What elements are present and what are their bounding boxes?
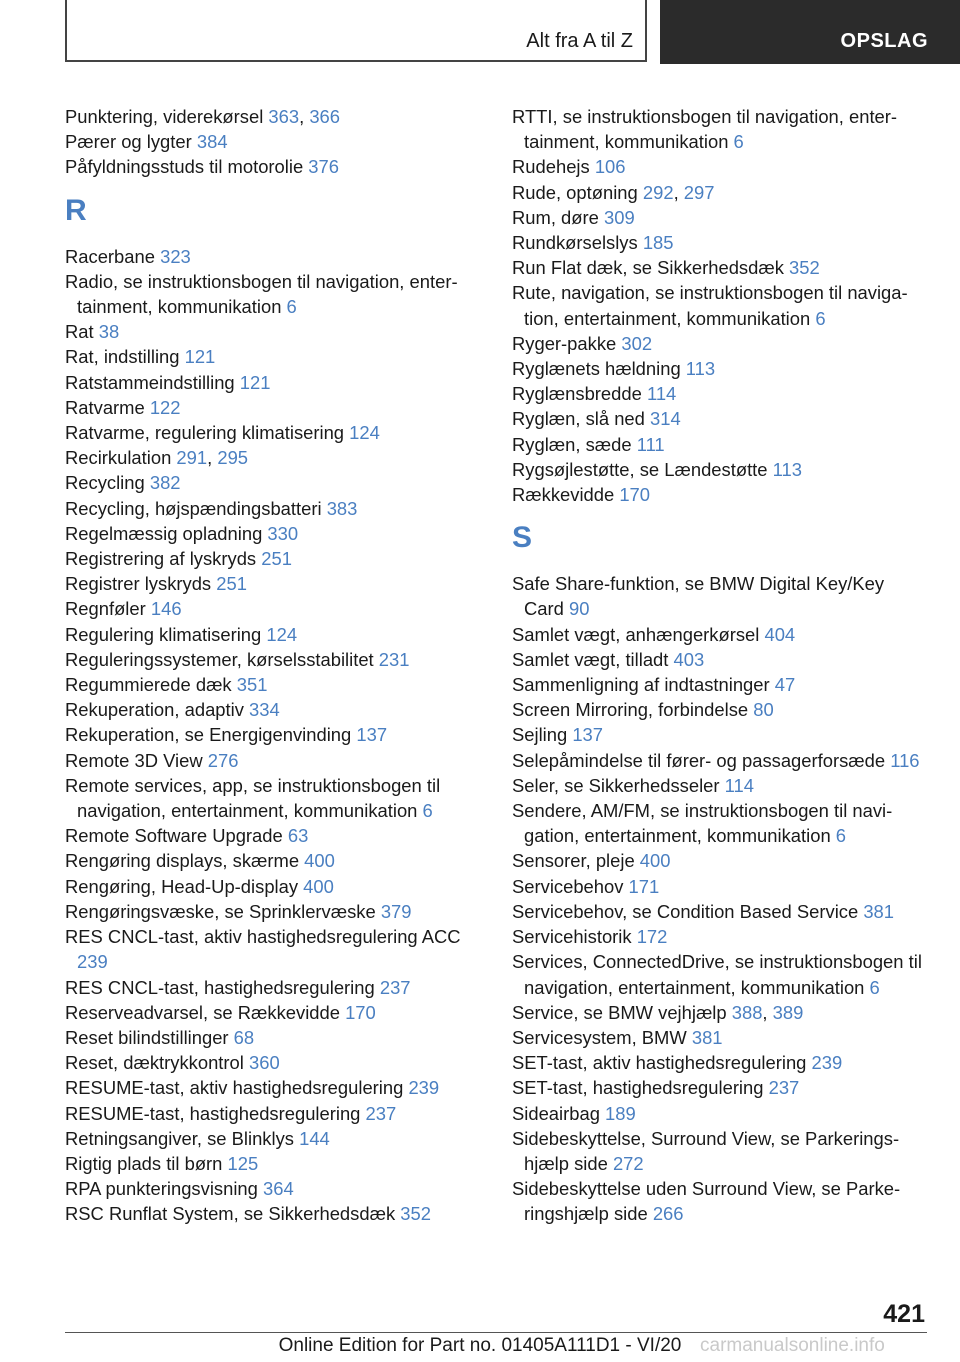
index-entry — [65, 370, 485, 395]
index-entry — [65, 244, 485, 269]
page-reference-link[interactable]: 381 — [691, 1026, 723, 1048]
page-reference-link[interactable]: 237 — [379, 976, 411, 998]
index-entry — [512, 1025, 927, 1050]
header-chapter-box — [660, 0, 960, 64]
index-entry — [512, 104, 927, 154]
page-reference-link[interactable]: 124 — [266, 623, 298, 645]
index-entry-text: Rygsøjlestøtte, se Lændestøtte — [512, 458, 773, 480]
page-reference-link[interactable]: 404 — [764, 623, 796, 645]
page-reference-link[interactable]: 170 — [619, 484, 651, 506]
index-entry — [65, 470, 485, 495]
index-entry — [65, 420, 485, 445]
index-entry-text: Reserveadvarsel, se Rækkevidde — [65, 1001, 346, 1023]
page-reference-link[interactable]: 381 — [863, 900, 895, 922]
index-entry: Recirkulation 291, 295 — [65, 447, 249, 469]
page-reference-link[interactable]: 137 — [356, 724, 388, 746]
page-reference-link[interactable]: 314 — [650, 408, 681, 430]
page-reference-link[interactable]: 389 — [772, 1001, 804, 1023]
index-entry-text: Reset bilindstillinger — [65, 1026, 234, 1048]
index-entry — [65, 697, 485, 722]
page-reference-link[interactable]: 116 — [890, 749, 920, 771]
page-reference-link[interactable]: 239 — [408, 1077, 440, 1099]
index-entry — [65, 647, 485, 672]
index-entry-text: Samlet vægt, tilladt — [512, 648, 674, 670]
watermark: carmanualsonline.info — [700, 1335, 885, 1356]
index-entry — [65, 269, 485, 319]
index-entry — [512, 722, 927, 747]
index-entry-text: Regnføler — [65, 598, 151, 620]
page-reference-link[interactable]: 384 — [196, 131, 228, 153]
index-entry-text: RPA punkteringsvisning — [65, 1178, 263, 1200]
page-reference-link[interactable]: 400 — [304, 850, 335, 872]
page-reference-link[interactable]: 379 — [380, 900, 412, 922]
index-entry-text: Selepåmindelse til fører- og passagerforsæde — [512, 749, 891, 771]
index-entry-text: Servicesystem, BMW — [512, 1026, 692, 1048]
index-entry-text: Ratvarme, regulering klimatisering — [65, 422, 350, 444]
index-entry — [65, 154, 485, 179]
page-reference-link[interactable]: 351 — [236, 674, 268, 696]
index-entry-text: Rekuperation, se Energigenvinding — [65, 724, 357, 746]
index-entry-text: Run Flat dæk, se Sikkerhedsdæk — [512, 257, 789, 279]
index-entry — [512, 255, 927, 280]
index-entry-text: Rundkørselslys — [512, 232, 643, 254]
index-entry-text: Rute, navigation, se instruktionsbogen til navigation, entertainment, kommunikation — [512, 282, 908, 329]
page-reference-link[interactable]: 63 — [287, 825, 309, 847]
index-entry-text: Regelmæssig opladning — [65, 522, 268, 544]
page-reference-link[interactable]: 295 — [217, 447, 249, 469]
index-entry-text: Rengøringsvæske, se Sprinklervæske — [65, 900, 381, 922]
page-reference-link[interactable]: 323 — [160, 245, 191, 267]
index-entry-text: Recirkulation — [65, 447, 177, 469]
index-entry-text: Rat, indstilling — [65, 346, 185, 368]
index-entry — [65, 344, 485, 369]
page-reference-link[interactable]: 239 — [811, 1052, 843, 1074]
index-entry — [65, 672, 485, 697]
index-entry — [512, 672, 927, 697]
index-column-right — [512, 104, 927, 1227]
page-reference-link[interactable]: 251 — [261, 548, 292, 570]
page-reference-link[interactable]: 6 — [815, 307, 826, 329]
index-entry-text: SET-tast, hastighedsregulering — [512, 1077, 769, 1099]
index-entry — [65, 773, 485, 823]
page-reference-link[interactable]: 172 — [636, 926, 668, 948]
page-reference-link[interactable]: 297 — [683, 181, 715, 203]
index-entry-text: Rude, optøning — [512, 181, 643, 203]
index-entry-text: Pærer og lygter — [65, 131, 197, 153]
index-letter-heading: S — [512, 521, 533, 555]
index-entry — [512, 1101, 927, 1126]
page-reference-link[interactable]: 291 — [176, 447, 208, 469]
page-reference-link[interactable]: 111 — [636, 433, 665, 455]
page-reference-link[interactable]: 47 — [774, 674, 796, 696]
index-entry — [65, 319, 485, 344]
index-entry-text: Seler, se Sikkerhedsseler — [512, 774, 725, 796]
index-entry — [65, 975, 485, 1000]
page-reference-link[interactable]: 237 — [768, 1077, 800, 1099]
index-entry — [65, 546, 485, 571]
index-entry — [512, 748, 927, 773]
header-section-title: Alt fra A til Z — [526, 30, 633, 52]
index-entry-text: Remote services, app, se instruktionsbogen til navigation, entertainment, kommunikation — [65, 774, 441, 822]
index-entry-text: Rigtig plads til børn — [65, 1152, 228, 1174]
index-entry-text: Remote 3D View — [65, 749, 208, 771]
page-reference-link[interactable]: 400 — [303, 875, 334, 897]
index-entry — [512, 697, 927, 722]
index-entry — [512, 457, 927, 482]
index-entry-text: Servicebehov, se Condition Based Service — [512, 900, 864, 922]
index-entry — [512, 899, 927, 924]
index-entry-text: RESUME-tast, hastighedsregulering — [65, 1102, 366, 1124]
index-entry — [65, 924, 485, 974]
index-entry — [512, 874, 927, 899]
page-reference-link[interactable]: 189 — [605, 1102, 636, 1124]
footer-rule — [65, 1332, 927, 1333]
index-entry-text: Rekuperation, adaptiv — [65, 699, 250, 721]
index-entry-text: Safe Share-funktion, se BMW Digital Key/Key Card — [512, 573, 885, 620]
index-entry-text: Regummierede dæk — [65, 674, 237, 696]
index-entry — [512, 773, 927, 798]
index-entry-text: Sammenligning af indtastninger — [512, 674, 775, 696]
page-reference-link[interactable]: 38 — [98, 321, 120, 343]
page-reference-link[interactable]: 366 — [309, 106, 341, 127]
index-entry — [512, 1176, 927, 1226]
index-entry — [65, 1025, 485, 1050]
index-entry-text: Registrering af lyskryds — [65, 548, 262, 570]
page-reference-link[interactable]: 309 — [603, 206, 635, 228]
page-reference-link[interactable]: 382 — [149, 472, 181, 494]
index-entry: Service, se BMW vejhjælp 388, 389 — [512, 1001, 804, 1023]
page-reference-link[interactable]: 114 — [724, 774, 754, 796]
index-entry — [512, 798, 927, 848]
index-entry-text: Sideairbag — [512, 1102, 606, 1124]
index-entry-text: Regulering klimatisering — [65, 623, 267, 645]
page-reference-link[interactable]: 6 — [733, 131, 744, 153]
index-entry — [65, 1075, 485, 1100]
page-reference-link[interactable]: 383 — [326, 497, 358, 519]
index-entry-text: Rat — [65, 321, 99, 343]
footer-edition: Online Edition for Part no. 01405A111D1 - VI/20 — [278, 1335, 682, 1356]
index-entry — [65, 1151, 485, 1176]
index-entry-text: Ratvarme — [65, 396, 150, 418]
index-entry — [512, 949, 927, 999]
page-reference-link[interactable]: 388 — [731, 1001, 763, 1023]
index-entry — [512, 848, 927, 873]
page-reference-link[interactable]: 334 — [249, 699, 280, 721]
index-entry — [512, 924, 927, 949]
index-entry — [512, 230, 927, 255]
page-reference-link[interactable]: 352 — [400, 1203, 431, 1225]
page-reference-link[interactable]: 266 — [652, 1203, 684, 1225]
index-entry-text: Servicehistorik — [512, 926, 637, 948]
index-entry — [65, 496, 485, 521]
page-reference-link[interactable]: 125 — [227, 1152, 259, 1174]
page-reference-link[interactable]: 68 — [233, 1026, 255, 1048]
index-letter-heading: R — [65, 193, 87, 227]
index-entry-text: Sidebeskyttelse uden Surround View, se Parkeringshjælp side — [512, 1178, 901, 1225]
page-reference-link[interactable]: 6 — [869, 976, 880, 998]
index-entry — [65, 571, 485, 596]
page-reference-link[interactable]: 352 — [789, 257, 820, 279]
page-number: 421 — [883, 1300, 925, 1328]
page-reference-link[interactable]: 6 — [286, 296, 297, 318]
index-entry — [65, 874, 485, 899]
index-entry-text: Sejling — [512, 724, 573, 746]
index-entry-text: RES CNCL-tast, hastighedsregulering — [65, 976, 380, 998]
index-entry-text: Rækkevidde — [512, 484, 620, 506]
index-entry — [65, 395, 485, 420]
index-entry-text: Recycling, højspændingsbatteri — [65, 497, 327, 519]
index-entry — [512, 1050, 927, 1075]
index-entry — [65, 848, 485, 873]
index-entry — [65, 1176, 485, 1201]
page-reference-link[interactable]: 171 — [628, 875, 660, 897]
page-reference-link[interactable]: 251 — [216, 573, 247, 595]
page-reference-link[interactable]: 276 — [207, 749, 239, 771]
index-entry: Punktering, viderekørsel 363, 366 — [65, 106, 341, 127]
index-column-left — [65, 104, 485, 1227]
index-entry-text: Service, se BMW vejhjælp — [512, 1001, 732, 1023]
index-entry-text: Samlet vægt, anhængerkørsel — [512, 623, 765, 645]
page-reference-link[interactable]: 376 — [308, 156, 339, 178]
index-entry-text: Rum, døre — [512, 206, 604, 228]
page-reference-link[interactable]: 113 — [685, 358, 716, 380]
page-reference-link[interactable]: 121 — [239, 371, 271, 393]
index-entry-text: Sensorer, pleje — [512, 850, 640, 872]
page-reference-link[interactable]: 170 — [345, 1001, 376, 1023]
index-entry-text: Rengøring, Head-Up-display — [65, 875, 304, 897]
page-reference-link[interactable]: 360 — [248, 1052, 280, 1074]
index-entry — [512, 432, 927, 457]
index-entry-text: Ryglænsbredde — [512, 383, 647, 405]
index-entry-text: RESUME-tast, aktiv hastighedsregulering — [65, 1077, 409, 1099]
page-reference-link[interactable]: 124 — [349, 422, 380, 444]
page-reference-link[interactable]: 272 — [612, 1152, 644, 1174]
index-entry-text: Punktering, viderekørsel — [65, 106, 269, 127]
index-entry — [65, 521, 485, 546]
index-entry — [512, 356, 927, 381]
index-entry — [512, 280, 927, 330]
index-entry-text: Sidebeskyttelse, Surround View, se Parkeringshjælp side — [512, 1127, 900, 1174]
header-section-box — [65, 0, 647, 62]
page-reference-link[interactable]: 363 — [268, 106, 300, 127]
page-reference-link[interactable]: 231 — [378, 648, 410, 670]
index-entry-text: RES CNCL-tast, aktiv hastighedsregulering ACC — [65, 926, 461, 948]
page-reference-link[interactable]: 121 — [184, 346, 216, 368]
index-entry: Rude, optøning 292, 297 — [512, 181, 715, 203]
page-reference-link[interactable]: 137 — [572, 724, 604, 746]
index-entry — [65, 596, 485, 621]
page-reference-link[interactable]: 400 — [639, 850, 671, 872]
index-entry — [512, 154, 927, 179]
index-entry — [65, 622, 485, 647]
index-entry — [512, 647, 927, 672]
page-reference-link[interactable]: 113 — [772, 458, 802, 480]
page-reference-link[interactable]: 292 — [642, 181, 674, 203]
page-reference-link[interactable]: 403 — [673, 648, 705, 670]
index-entry — [512, 381, 927, 406]
index-entry — [65, 1000, 485, 1025]
page-reference-link[interactable]: 6 — [422, 800, 433, 822]
index-entry — [512, 482, 927, 507]
page-reference-link[interactable]: 330 — [267, 522, 299, 544]
index-entry-text: Reguleringssystemer, kørselsstabilitet — [65, 648, 379, 670]
header-chapter-title: OPSLAG — [840, 30, 928, 52]
index-entry — [512, 406, 927, 431]
index-entry-text: RTTI, se instruktionsbogen til navigation, entertainment, kommunikation — [512, 106, 898, 153]
index-entry-text: Registrer lyskryds — [65, 573, 217, 595]
index-entry-text: Ryglæn, sæde — [512, 433, 637, 455]
index-entry-text: Reset, dæktrykkontrol — [65, 1052, 249, 1074]
index-entry — [512, 622, 927, 647]
index-entry-text: Rudehejs — [512, 156, 595, 178]
index-entry — [65, 722, 485, 747]
page-reference-link[interactable]: 122 — [149, 396, 181, 418]
index-entry-text: Remote Software Upgrade — [65, 825, 288, 847]
page-reference-link[interactable]: 106 — [594, 156, 626, 178]
page-reference-link[interactable]: 364 — [262, 1178, 294, 1200]
index-entry-text: Services, ConnectedDrive, se instruktionsbogen til navigation, entertainment, kommunikation — [512, 951, 922, 998]
index-entry-text: Sendere, AM/FM, se instruktionsbogen til navigation, entertainment, kommunikation — [512, 800, 893, 847]
page-reference-link[interactable]: 185 — [642, 232, 674, 254]
index-entry — [512, 1075, 927, 1100]
index-entry — [65, 1126, 485, 1151]
index-entry-text: Påfyldningsstuds til motorolie — [65, 156, 309, 178]
index-entry — [65, 899, 485, 924]
index-entry-text: Ratstammeindstilling — [65, 371, 240, 393]
page-reference-link[interactable]: 114 — [646, 383, 677, 405]
index-entry — [65, 748, 485, 773]
page-reference-link[interactable]: 144 — [299, 1127, 330, 1149]
index-entry — [512, 1126, 927, 1176]
index-entry-text: Ryglænets hældning — [512, 358, 686, 380]
index-entry — [512, 205, 927, 230]
index-entry-text: Racerbane — [65, 245, 161, 267]
index-entry — [65, 1050, 485, 1075]
page-reference-link[interactable]: 146 — [150, 598, 182, 620]
page-reference-link[interactable]: 80 — [753, 699, 774, 721]
index-entry-text: SET-tast, aktiv hastighedsregulering — [512, 1052, 812, 1074]
page-reference-link[interactable]: 237 — [365, 1102, 397, 1124]
index-entry-text: RSC Runflat System, se Sikkerhedsdæk — [65, 1203, 401, 1225]
index-entry — [65, 1201, 485, 1226]
page-reference-link[interactable]: 6 — [835, 825, 847, 847]
index-entry-text: Ryger-pakke — [512, 332, 622, 354]
index-entry-text: Radio, se instruktionsbogen til navigation, entertainment, kommunikation — [65, 270, 458, 318]
index-entry-text: Retningsangiver, se Blinklys — [65, 1127, 300, 1149]
index-entry-text: Rengøring displays, skærme — [65, 850, 305, 872]
index-entry-text: Servicebehov — [512, 875, 629, 897]
page-reference-link[interactable]: 239 — [77, 951, 108, 973]
index-entry — [65, 1101, 485, 1126]
index-entry — [65, 823, 485, 848]
page-reference-link[interactable]: 302 — [621, 332, 653, 354]
index-entry-text: Recycling — [65, 472, 150, 494]
index-entry — [512, 571, 927, 621]
index-entry-text: Screen Mirroring, forbindelse — [512, 699, 754, 721]
index-entry — [512, 331, 927, 356]
index-entry-text: Ryglæn, slå ned — [512, 408, 651, 430]
page-reference-link[interactable]: 90 — [568, 598, 590, 620]
index-entry — [65, 129, 485, 154]
